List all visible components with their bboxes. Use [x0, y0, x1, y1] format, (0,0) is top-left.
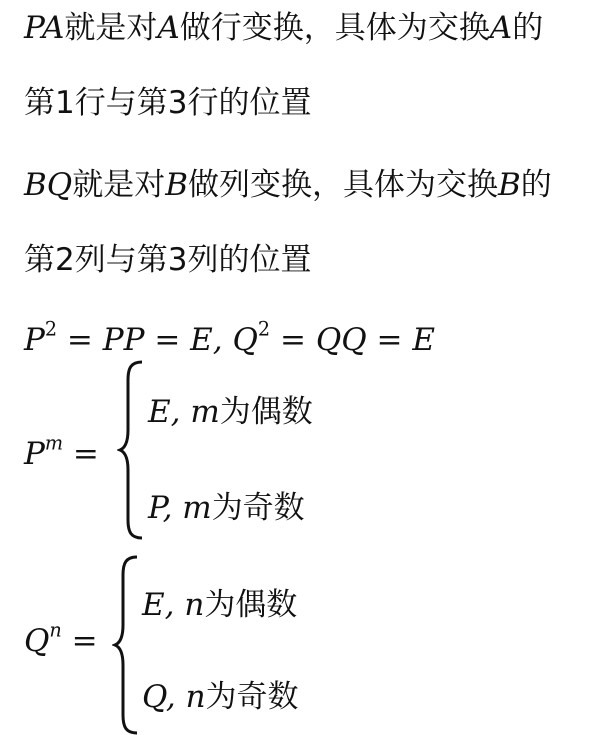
math-expression: Q, n	[142, 679, 206, 715]
exponent: n	[49, 618, 62, 642]
math-expression: P, m	[148, 490, 212, 526]
text-segment: 的	[512, 10, 544, 46]
q-power-lhs	[24, 618, 98, 661]
identity-equation	[24, 317, 435, 360]
math-pa: PA	[24, 10, 65, 46]
math-expression: E, m	[148, 394, 220, 430]
equals-sign: =	[63, 436, 99, 472]
case-even	[148, 392, 313, 432]
exponent: 2	[44, 317, 58, 341]
case-odd	[142, 677, 299, 717]
pa-row-transform-sentence	[24, 8, 543, 48]
text-segment: 为偶数	[204, 587, 298, 623]
text-segment: 为奇数	[211, 490, 305, 526]
math-p: P	[24, 322, 45, 358]
row-swap-description: 第1行与第3行的位置	[24, 85, 312, 121]
math-b: B	[497, 167, 521, 203]
case-even	[142, 585, 297, 625]
math-q: Q	[232, 322, 258, 358]
equals-sign: =	[61, 623, 98, 659]
text-segment: 就是对	[72, 167, 166, 203]
math-expression: E, n	[142, 587, 205, 623]
bq-column-transform-sentence	[24, 165, 552, 205]
math-a: A	[157, 10, 180, 46]
column-swap-description: 第2列与第3列的位置	[24, 242, 312, 278]
text-segment: 就是对	[64, 10, 158, 46]
math-a: A	[489, 10, 513, 46]
math-q: Q	[24, 623, 50, 659]
exponent: 2	[257, 317, 271, 341]
math-b: B	[165, 167, 188, 203]
math-expression: = QQ = E	[270, 322, 435, 358]
left-brace-icon	[112, 555, 140, 735]
text-segment: 的	[520, 167, 552, 203]
math-bq: BQ	[24, 167, 73, 203]
text-segment: 为奇数	[205, 679, 299, 715]
exponent: m	[44, 431, 64, 455]
math-p: P	[24, 436, 45, 472]
math-expression: = PP = E,	[57, 322, 233, 358]
text-segment: 为偶数	[219, 394, 313, 430]
left-brace-icon	[117, 360, 145, 540]
text-segment: 做行变换，具体为交换	[179, 10, 490, 46]
p-power-lhs	[24, 431, 99, 474]
text-segment: 做列变换，具体为交换	[187, 167, 498, 203]
case-odd	[148, 488, 305, 528]
